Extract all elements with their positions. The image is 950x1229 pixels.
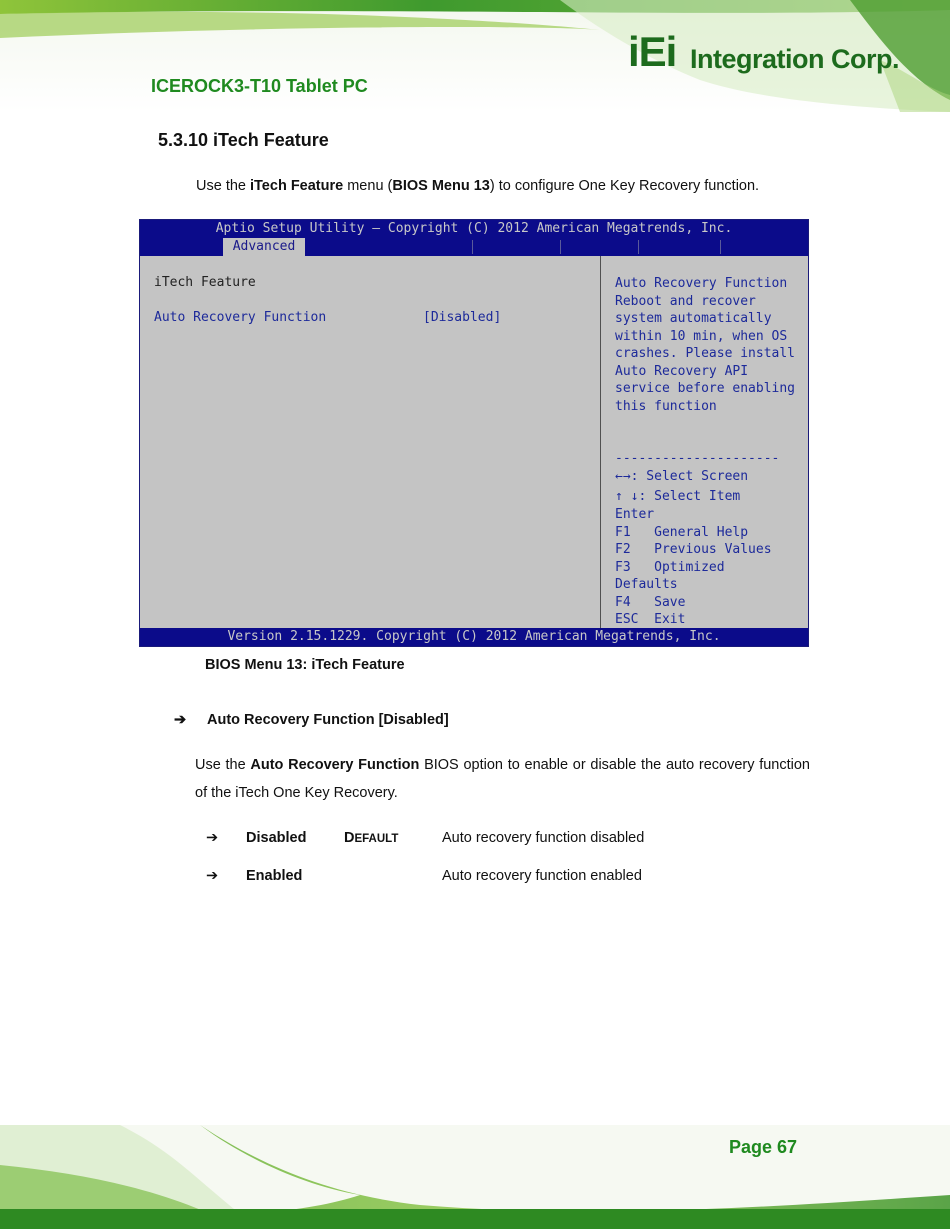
desc-text: Use the	[195, 757, 251, 773]
page-header	[0, 0, 950, 112]
document-title: ICEROCK3-T10 Tablet PC	[151, 76, 368, 96]
page-footer	[0, 1125, 950, 1229]
tab-separator	[472, 240, 473, 254]
choice-name: Enabled	[246, 868, 303, 884]
arrow-right-icon: ➔	[206, 868, 219, 884]
choice-disabled	[206, 830, 645, 846]
bios-screen	[139, 219, 809, 647]
footer-decoration	[0, 1125, 950, 1229]
arrow-right-icon: ➔	[206, 830, 219, 846]
help-text-line: Reboot and recover	[615, 293, 756, 309]
help-text-line: crashes. Please install	[615, 346, 796, 361]
figure-caption: BIOS Menu 13: iTech Feature	[205, 657, 405, 673]
key-hint: ↑ ↓: Select Item	[615, 489, 741, 504]
intro-paragraph	[196, 178, 759, 194]
option-heading-text: Auto Recovery Function [Disabled]	[207, 712, 449, 728]
option-description	[195, 751, 810, 807]
choice-name: Disabled	[246, 830, 307, 846]
desc-option-name: Auto Recovery Function	[250, 757, 420, 773]
tab-separator	[560, 240, 561, 254]
help-separator: ---------------------	[615, 451, 780, 466]
auto-recovery-value[interactable]: [Disabled]	[423, 310, 502, 325]
help-text-line: Auto Recovery API	[615, 363, 749, 379]
company-logo-mark: iEi	[628, 28, 677, 75]
arrow-right-icon: ➔	[174, 712, 187, 728]
default-tag-initial: D	[344, 830, 355, 846]
company-logo-text: Integration Corp.	[690, 44, 899, 74]
help-text-line: Auto Recovery Function	[615, 276, 788, 291]
bios-version-bar: Version 2.15.1229. Copyright (C) 2012 American Megatrends, Inc.	[140, 628, 808, 646]
help-text-line: within 10 min, when OS	[615, 328, 788, 344]
page-number: Page 67	[729, 1137, 798, 1157]
tab-advanced[interactable]: Advanced	[223, 238, 305, 256]
section-title: 5.3.10 iTech Feature	[158, 130, 329, 150]
key-hint: F1 General Help	[615, 524, 749, 540]
intro-text: Use the	[196, 178, 250, 194]
key-hint: F3 Optimized	[615, 559, 725, 575]
bios-tab-bar	[140, 238, 808, 256]
tab-separator	[720, 240, 721, 254]
choice-description: Auto recovery function enabled	[442, 868, 642, 884]
bios-pane-divider	[600, 256, 601, 628]
help-text-line: this function	[615, 398, 717, 414]
default-tag-rest: EFAULT	[354, 833, 399, 845]
auto-recovery-option[interactable]: Auto Recovery Function	[154, 310, 327, 325]
key-hint: ESC Exit	[615, 612, 686, 627]
intro-menu-ref: BIOS Menu 13	[392, 178, 490, 194]
tab-separator	[638, 240, 639, 254]
help-text-line: service before enabling	[615, 381, 796, 396]
key-hint: Enter	[615, 507, 655, 522]
bios-title-bar: Aptio Setup Utility – Copyright (C) 2012 American Megatrends, Inc.	[140, 220, 808, 238]
default-tag	[344, 830, 398, 846]
intro-text: menu (	[343, 178, 393, 194]
key-hint: F2 Previous Values	[615, 542, 772, 557]
help-text-line: system automatically	[615, 311, 772, 326]
option-heading	[174, 712, 449, 728]
key-hint: F4 Save	[615, 594, 686, 610]
choice-enabled	[206, 868, 642, 884]
desc-text: BIOS option to enable or disable the auto recovery function of the iTech One Key Recovery.	[195, 757, 810, 801]
intro-text: ) to configure One Key Recovery function.	[489, 178, 760, 194]
key-hint: Defaults	[615, 577, 678, 592]
intro-menu-name: iTech Feature	[250, 178, 344, 194]
choice-description: Auto recovery function disabled	[442, 830, 645, 846]
key-hint: ←→: Select Screen	[615, 469, 749, 484]
bios-menu-title: iTech Feature	[154, 275, 256, 290]
